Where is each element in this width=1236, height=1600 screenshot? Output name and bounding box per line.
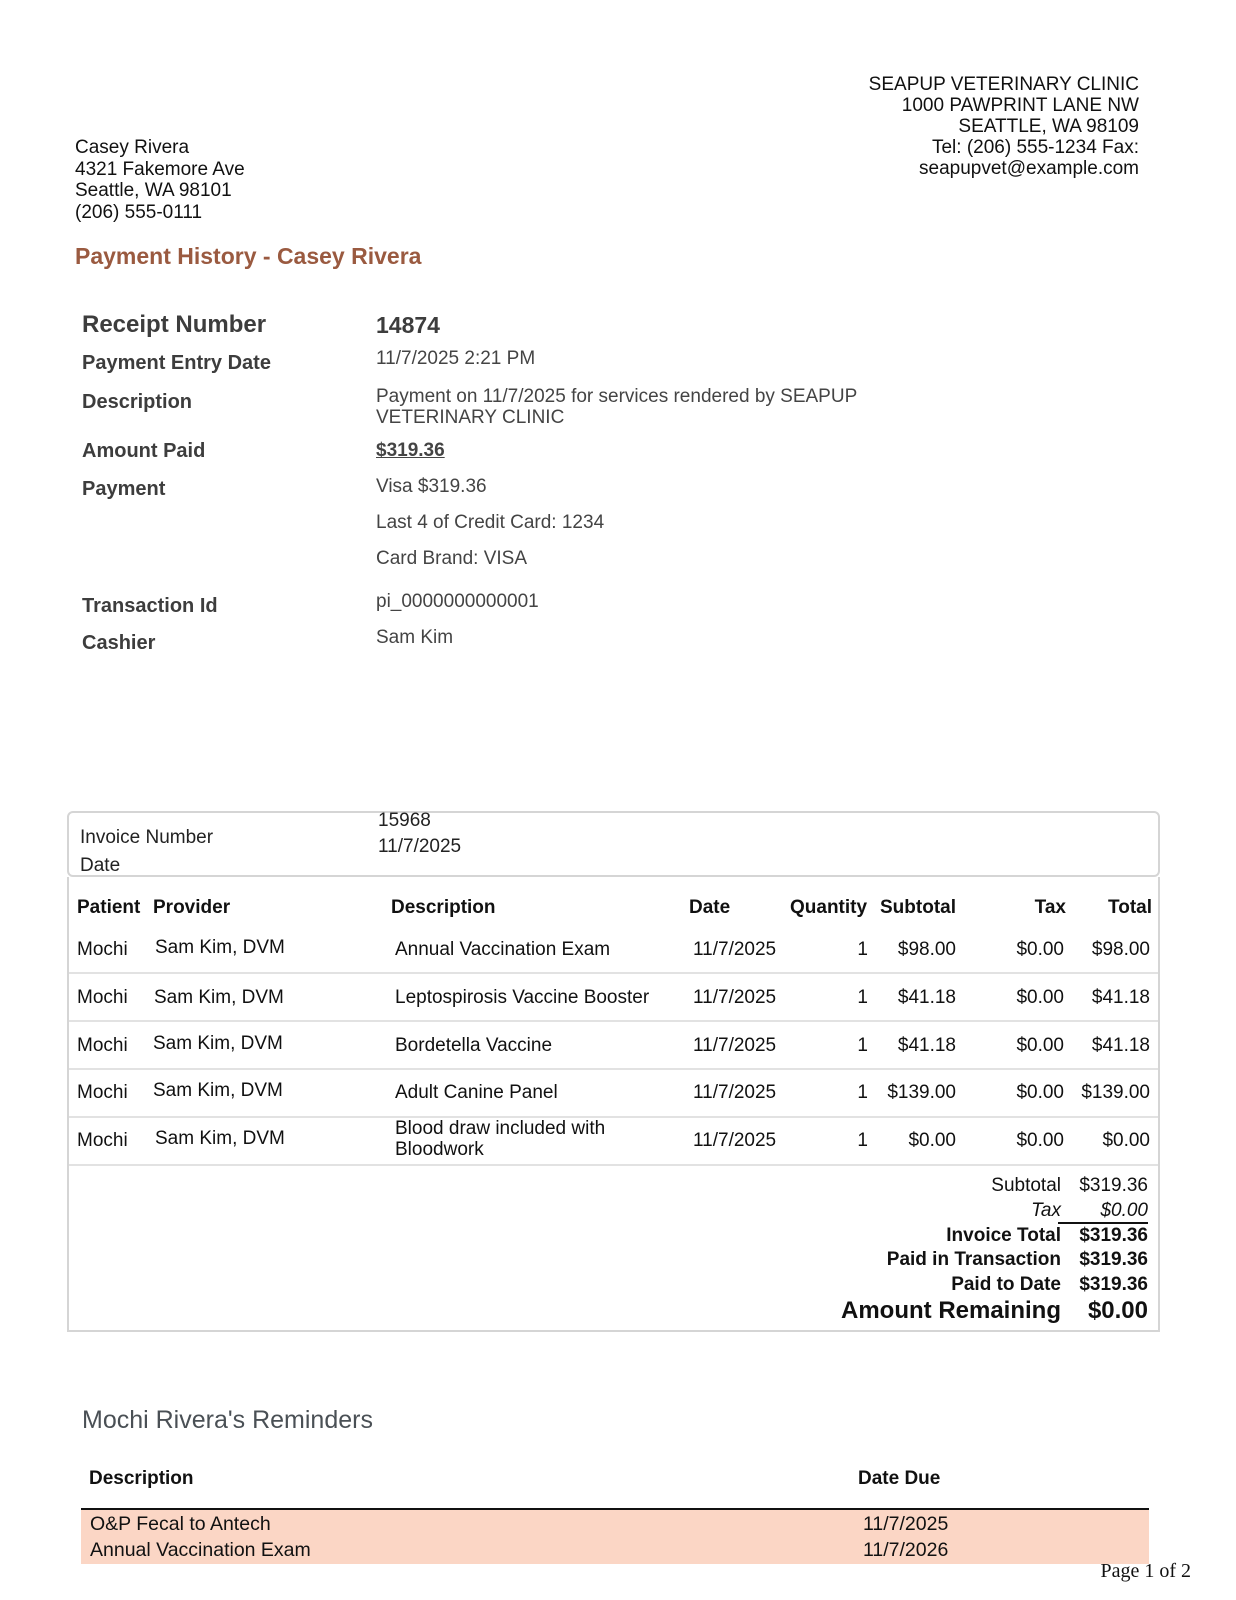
paid-in-transaction-value: $319.36 <box>1079 1249 1148 1270</box>
payment-method: Visa $319.36 <box>376 476 487 497</box>
clinic-address-block <box>869 74 1139 179</box>
page-number: Page 1 of 2 <box>1100 1560 1191 1582</box>
clinic-name: SEAPUP VETERINARY CLINIC <box>868 74 1139 95</box>
invoice-header <box>67 811 1160 877</box>
cell-total: $0.00 <box>1102 1130 1150 1151</box>
reminders-header-date-due: Date Due <box>858 1468 941 1489</box>
amount-paid-label: Amount Paid <box>82 440 206 462</box>
invoice-total-label: Invoice Total <box>946 1225 1061 1246</box>
subtotal-label: Subtotal <box>991 1175 1061 1196</box>
column-header-quantity: Quantity <box>790 897 868 918</box>
cell-total: $139.00 <box>1081 1082 1150 1103</box>
subtotal-value: $319.36 <box>1079 1175 1148 1196</box>
cell-total: $41.18 <box>1091 987 1150 1008</box>
column-header-tax: Tax <box>1034 897 1066 918</box>
clinic-email: seapupvet@example.com <box>919 158 1139 179</box>
cell-quantity: 1 <box>857 1035 868 1056</box>
cell-date: 11/7/2025 <box>693 1130 777 1151</box>
invoice-date-value: 11/7/2025 <box>378 836 462 857</box>
receipt-number-value: 14874 <box>376 312 440 338</box>
receipt-number-label: Receipt Number <box>82 311 267 338</box>
cell-patient: Mochi <box>77 1082 128 1103</box>
cell-subtotal: $41.18 <box>897 1035 956 1056</box>
table-row <box>69 1068 1158 1118</box>
cell-tax: $0.00 <box>1016 939 1064 960</box>
reminder-date-due: 11/7/2025 <box>863 1513 949 1535</box>
cell-date: 11/7/2025 <box>693 987 777 1008</box>
cell-description: Adult Canine Panel <box>395 1082 558 1103</box>
cell-subtotal: $0.00 <box>908 1130 956 1151</box>
list-item <box>81 1539 1149 1565</box>
tax-value: $0.00 <box>1058 1200 1148 1224</box>
cashier-value: Sam Kim <box>376 627 454 648</box>
cashier-label: Cashier <box>82 632 156 654</box>
entry-date-label: Payment Entry Date <box>82 352 271 374</box>
card-brand: Card Brand: VISA <box>376 548 528 569</box>
cell-provider: Sam Kim, DVM <box>153 1080 283 1101</box>
reminders-header-description: Description <box>89 1468 194 1489</box>
card-last4: Last 4 of Credit Card: 1234 <box>376 512 605 533</box>
cell-tax: $0.00 <box>1016 1130 1064 1151</box>
cell-date: 11/7/2025 <box>693 939 777 960</box>
reminders-table <box>81 1510 1149 1564</box>
cell-subtotal: $41.18 <box>897 987 956 1008</box>
table-row <box>69 924 1158 974</box>
cell-patient: Mochi <box>77 1035 128 1056</box>
invoice-number-value: 15968 <box>378 810 431 831</box>
cell-quantity: 1 <box>857 939 868 960</box>
cell-patient: Mochi <box>77 939 128 960</box>
column-header-provider: Provider <box>153 897 231 918</box>
amount-remaining-label: Amount Remaining <box>841 1297 1061 1324</box>
cell-description: Leptospirosis Vaccine Booster <box>395 987 650 1008</box>
table-row <box>69 1116 1158 1166</box>
cell-patient: Mochi <box>77 987 128 1008</box>
invoice-date-label: Date <box>80 855 121 876</box>
cell-provider: Sam Kim, DVM <box>154 987 284 1008</box>
cell-provider: Sam Kim, DVM <box>155 937 285 958</box>
description-label: Description <box>82 391 193 413</box>
column-header-description: Description <box>391 897 496 918</box>
cell-patient: Mochi <box>77 1130 128 1151</box>
invoice-total-value: $319.36 <box>1079 1225 1148 1246</box>
cell-subtotal: $139.00 <box>887 1082 956 1103</box>
cell-subtotal: $98.00 <box>897 939 956 960</box>
amount-remaining-value: $0.00 <box>1087 1297 1148 1324</box>
invoice-number-label: Invoice Number <box>80 827 214 848</box>
cell-quantity: 1 <box>857 1082 868 1103</box>
cell-provider: Sam Kim, DVM <box>153 1033 283 1054</box>
cell-description: Annual Vaccination Exam <box>395 939 611 960</box>
clinic-address-line1: 1000 PAWPRINT LANE NW <box>901 95 1139 116</box>
cell-date: 11/7/2025 <box>693 1082 777 1103</box>
cell-tax: $0.00 <box>1016 1082 1064 1103</box>
cell-description: Bordetella Vaccine <box>395 1035 553 1056</box>
paid-to-date-value: $319.36 <box>1079 1274 1148 1295</box>
invoice-table <box>67 877 1160 1332</box>
cell-tax: $0.00 <box>1016 987 1064 1008</box>
reminder-date-due: 11/7/2026 <box>863 1539 949 1561</box>
entry-date-value: 11/7/2025 2:21 PM <box>376 348 536 369</box>
tax-label: Tax <box>1031 1200 1061 1221</box>
client-address-line2: Seattle, WA 98101 <box>75 180 232 201</box>
cell-quantity: 1 <box>857 1130 868 1151</box>
cell-provider: Sam Kim, DVM <box>155 1128 285 1149</box>
client-phone: (206) 555-0111 <box>75 201 203 223</box>
cell-description: Blood draw included with Bloodwork <box>395 1118 606 1160</box>
column-header-total: Total <box>1108 897 1152 918</box>
reminder-description: Annual Vaccination Exam <box>90 1539 311 1561</box>
client-address-block <box>75 137 245 223</box>
column-header-patient: Patient <box>77 897 141 918</box>
clinic-address-line2: SEATTLE, WA 98109 <box>958 116 1139 137</box>
cell-total: $98.00 <box>1091 939 1150 960</box>
reminder-description: O&P Fecal to Antech <box>90 1513 271 1535</box>
cell-quantity: 1 <box>857 987 868 1008</box>
column-header-date: Date <box>689 897 731 918</box>
transaction-id-value: pi_0000000000001 <box>376 591 539 612</box>
cell-total: $41.18 <box>1091 1035 1150 1056</box>
paid-to-date-label: Paid to Date <box>951 1274 1061 1295</box>
column-header-subtotal: Subtotal <box>880 897 956 918</box>
clinic-phone: Tel: (206) 555-1234 Fax: <box>931 137 1139 158</box>
cell-tax: $0.00 <box>1016 1035 1064 1056</box>
page-title: Payment History - Casey Rivera <box>75 243 422 269</box>
table-row <box>69 972 1158 1022</box>
amount-paid-value: $319.36 <box>376 440 445 461</box>
table-row <box>69 1020 1158 1070</box>
reminders-title: Mochi Rivera's Reminders <box>82 1406 373 1434</box>
list-item <box>81 1513 1149 1539</box>
client-name: Casey Rivera <box>75 137 190 158</box>
description-value: Payment on 11/7/2025 for services rendered by SEAPUP VETERINARY CLINIC <box>376 386 857 428</box>
payment-label: Payment <box>82 478 166 500</box>
cell-date: 11/7/2025 <box>693 1035 777 1056</box>
paid-in-transaction-label: Paid in Transaction <box>886 1249 1061 1270</box>
transaction-id-label: Transaction Id <box>82 595 218 617</box>
client-address-line1: 4321 Fakemore Ave <box>75 158 245 180</box>
